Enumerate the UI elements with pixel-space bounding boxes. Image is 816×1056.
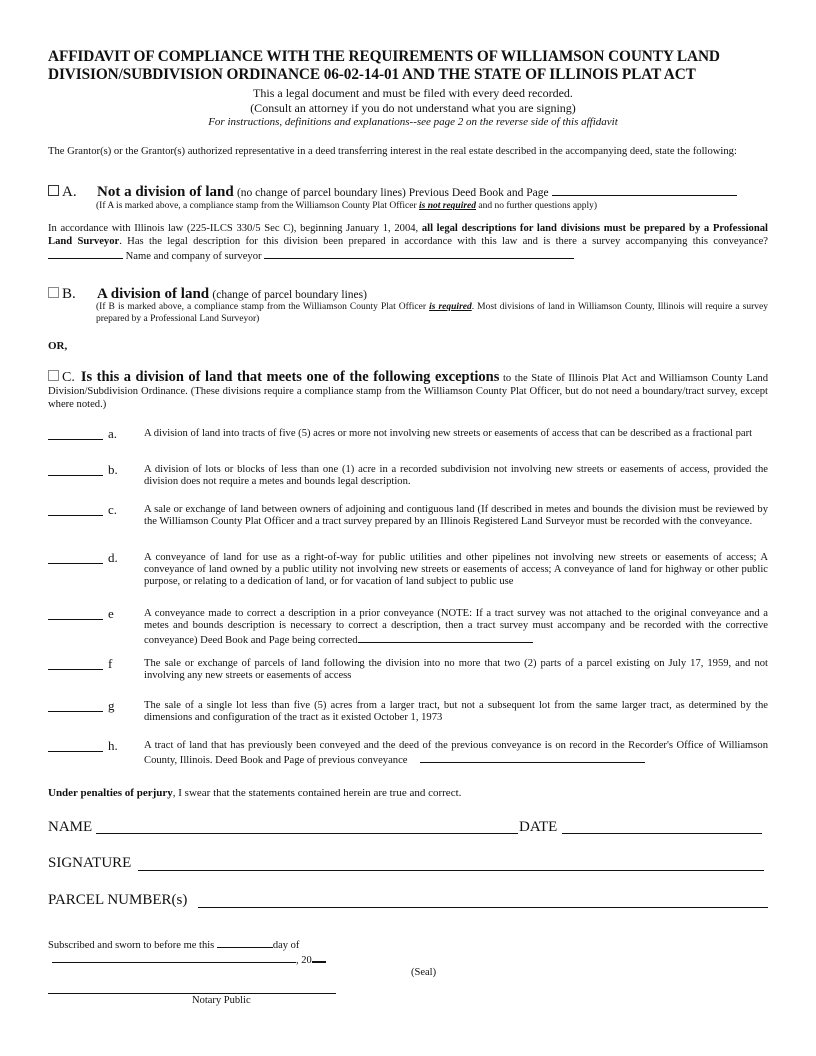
section-b-sub-text-2: . Most divisions of land in Williamson County, Illinois will require a survey prepared by a Professional Land Surveyor): [96, 302, 768, 324]
checkbox-a[interactable]: [48, 185, 59, 196]
title-line-2: DIVISION/SUBDIVISION ORDINANCE 06-02-14-01 AND THE STATE OF ILLINOIS PLAT ACT: [48, 66, 696, 83]
exception-mark-field[interactable]: [48, 669, 103, 670]
section-c: [48, 370, 768, 411]
surveyor-bold: all legal descriptions for land divisions must be prepared by a Professional Land Surveyor: [48, 223, 768, 247]
exception-text-content: The sale of a single lot less than five (5) acres from a larger tract, but not a subsequent lot from the same larger tract, as determined by the dimensions and configuration of the tract as it existed October 1, 1973: [144, 700, 768, 723]
surveyor-text-2: . Has the legal description for this division been prepared in accordance with this law and is there a survey accompanying this conveyance?: [119, 236, 768, 247]
exception-text-content: A conveyance of land for use as a right-of-way for public utilities and other pipelines not involving new streets or easements of access; A conveyance of land owned by a public utility not involving new streets or easements of access; A conveyance of land for highway or other public purpose, or relating to a dedication of land, or for vacation of land subject to public use: [144, 552, 768, 587]
section-b-subnote: [96, 301, 768, 325]
notary-month-field[interactable]: [52, 953, 296, 963]
exception-item: [48, 464, 768, 504]
section-a-letter: A.: [62, 184, 77, 200]
name-field[interactable]: [96, 833, 518, 834]
exception-text-content: A tract of land that has previously been conveyed and the deed of the previous conveyance is on record in the Recorder's Office of Williamson County, Illinois. Deed Book and Page of previous conveyance: [144, 740, 768, 766]
exception-item: [48, 428, 768, 468]
exception-letter: h.: [108, 738, 118, 753]
or-label: OR,: [48, 340, 68, 352]
exception-text: [144, 552, 768, 588]
document-title: [48, 48, 778, 84]
subtitle-legal: This a legal document and must be filed with every deed recorded.: [253, 86, 573, 100]
date-field[interactable]: [562, 833, 762, 834]
section-a: [48, 184, 768, 201]
notary-signature-field[interactable]: [48, 993, 336, 994]
signature-label: SIGNATURE: [48, 855, 132, 871]
section-b-sub-text: (If B is marked above, a compliance stamp from the Williamson County Plat Officer: [96, 302, 430, 312]
perjury-statement: [48, 787, 461, 799]
exception-text-content: The sale or exchange of parcels of land following the division into no more that two (2) parts of a parcel existing on July 17, 1959, and not involving any new streets or easements of access: [144, 658, 768, 681]
previous-conveyance-field[interactable]: [420, 752, 645, 763]
section-a-note: (no change of parcel boundary lines) Previous Deed Book and Page: [236, 187, 549, 199]
exception-mark-field[interactable]: [48, 751, 103, 752]
exception-mark-field[interactable]: [48, 439, 103, 440]
exception-letter: c.: [108, 502, 118, 517]
seal-label: (Seal): [411, 967, 437, 978]
exception-letter: e: [108, 606, 114, 621]
perjury-bold: Under penalties of perjury: [48, 787, 173, 799]
exception-mark-field[interactable]: [48, 475, 103, 476]
date-label: DATE: [519, 819, 558, 835]
section-a-heading: Not a division of land: [97, 184, 234, 200]
checkbox-c[interactable]: [48, 370, 59, 381]
surveyor-text-1: In accordance with Illinois law (225-ILCS 330/5 Sec C), beginning January 1, 2004,: [48, 223, 422, 234]
exception-mark-field[interactable]: [48, 563, 103, 564]
section-b-heading: A division of land: [97, 286, 210, 302]
intro-paragraph: The Grantor(s) or the Grantor(s) authorized representative in a deed transferring interest in the real estate described in the accompanying deed, state the following:: [48, 146, 737, 157]
exception-text-content: A division of lots or blocks of less than one (1) acre in a recorded subdivision not involving new streets or easements of access, provided the division does not require a metes and bounds legal description.: [144, 464, 768, 487]
section-a-sub-text: (If A is marked above, a compliance stamp from the Williamson County Plat Officer: [96, 201, 419, 211]
exception-item: [48, 658, 768, 698]
exception-text-content: A division of land into tracts of five (5) acres or more not involving new streets or easements of access that can be described as a fractional part: [144, 428, 753, 439]
exception-mark-field[interactable]: [48, 711, 103, 712]
checkbox-b[interactable]: [48, 287, 59, 298]
day-of-text: day of: [272, 940, 300, 951]
notary-public-label: Notary Public: [192, 995, 251, 1006]
exception-mark-field[interactable]: [48, 515, 103, 516]
exception-text: [144, 428, 768, 440]
exception-letter: d.: [108, 550, 118, 565]
perjury-text: , I swear that the statements contained herein are true and correct.: [172, 787, 462, 799]
section-c-text: to the State of Illinois Plat Act and Williamson County Land Division/Subdivision Ordinance. (These divisions require a compliance stamp from the Williamson County Plat Officer, but do not need a boundary/tract survey, except where noted.): [48, 373, 768, 410]
exception-text-content: A conveyance made to correct a description in a prior conveyance (NOTE: If a tract survey was not attached to the original conveyance and a metes and bounds description is necessary to correct a description, then a tract survey must accompany and be recorded with the corrective conveyance) Deed Book and Page being corrected: [144, 608, 768, 646]
section-a-sub-text-2: and no further questions apply): [476, 201, 598, 211]
exception-letter: a.: [108, 426, 118, 441]
section-c-heading: Is this a division of land that meets one of the following exceptions: [80, 369, 500, 385]
instructions-note: For instructions, definitions and explanations--see page 2 on the reverse side of this affidavit: [208, 116, 618, 128]
exception-letter: g: [108, 698, 115, 713]
previous-deed-book-field[interactable]: [552, 185, 737, 196]
exception-text-content: A sale or exchange of land between owners of adjoining and contiguous land (If described in metes and bounds the division must be reviewed by the Williamson County Plat Officer and a tract survey prepared by an Illinois Registered Land Surveyor must be recorded with the conveyance.: [144, 504, 768, 527]
exception-item: [48, 700, 768, 740]
exception-text: [144, 464, 768, 488]
surveyor-name-field[interactable]: [264, 248, 574, 259]
section-b-sub-emph: is required: [429, 302, 472, 312]
year-prefix: , 20: [296, 955, 312, 966]
exception-text: [144, 608, 768, 647]
survey-answer-field[interactable]: [48, 248, 123, 259]
signature-field[interactable]: [138, 870, 764, 871]
name-label: NAME: [48, 819, 93, 835]
exception-letter: b.: [108, 462, 118, 477]
notary-day-field[interactable]: [217, 938, 273, 948]
section-b-letter: B.: [62, 286, 76, 302]
exception-item: [48, 740, 768, 780]
parcel-label: PARCEL NUMBER(s): [48, 892, 188, 908]
parcel-number-field[interactable]: [198, 907, 768, 908]
section-c-letter: C.: [62, 370, 75, 385]
section-b-note: (change of parcel boundary lines): [212, 289, 367, 301]
subtitle-consult: (Consult an attorney if you do not understand what you are signing): [250, 101, 576, 115]
surveyor-text-3: Name and company of surveyor: [123, 251, 265, 262]
exception-item: [48, 608, 768, 648]
exception-item: [48, 552, 768, 592]
exception-text: [144, 658, 768, 682]
exception-text: [144, 504, 768, 528]
title-line-1: AFFIDAVIT OF COMPLIANCE WITH THE REQUIREMENTS OF WILLIAMSON COUNTY LAND: [48, 48, 720, 65]
exception-text: [144, 700, 768, 724]
notary-subscribed: [48, 938, 299, 951]
subscribed-text: Subscribed and sworn to before me this: [48, 940, 215, 951]
section-a-subnote: [96, 200, 776, 212]
exception-mark-field[interactable]: [48, 619, 103, 620]
exception-item: [48, 504, 768, 544]
corrected-deed-field[interactable]: [358, 632, 533, 643]
notary-date-line: [52, 952, 326, 966]
surveyor-paragraph: [48, 222, 768, 263]
notary-year-field[interactable]: [312, 952, 326, 963]
exception-text: [144, 740, 768, 767]
section-a-sub-emph: is not required: [418, 201, 476, 211]
exception-letter: f: [108, 656, 113, 671]
